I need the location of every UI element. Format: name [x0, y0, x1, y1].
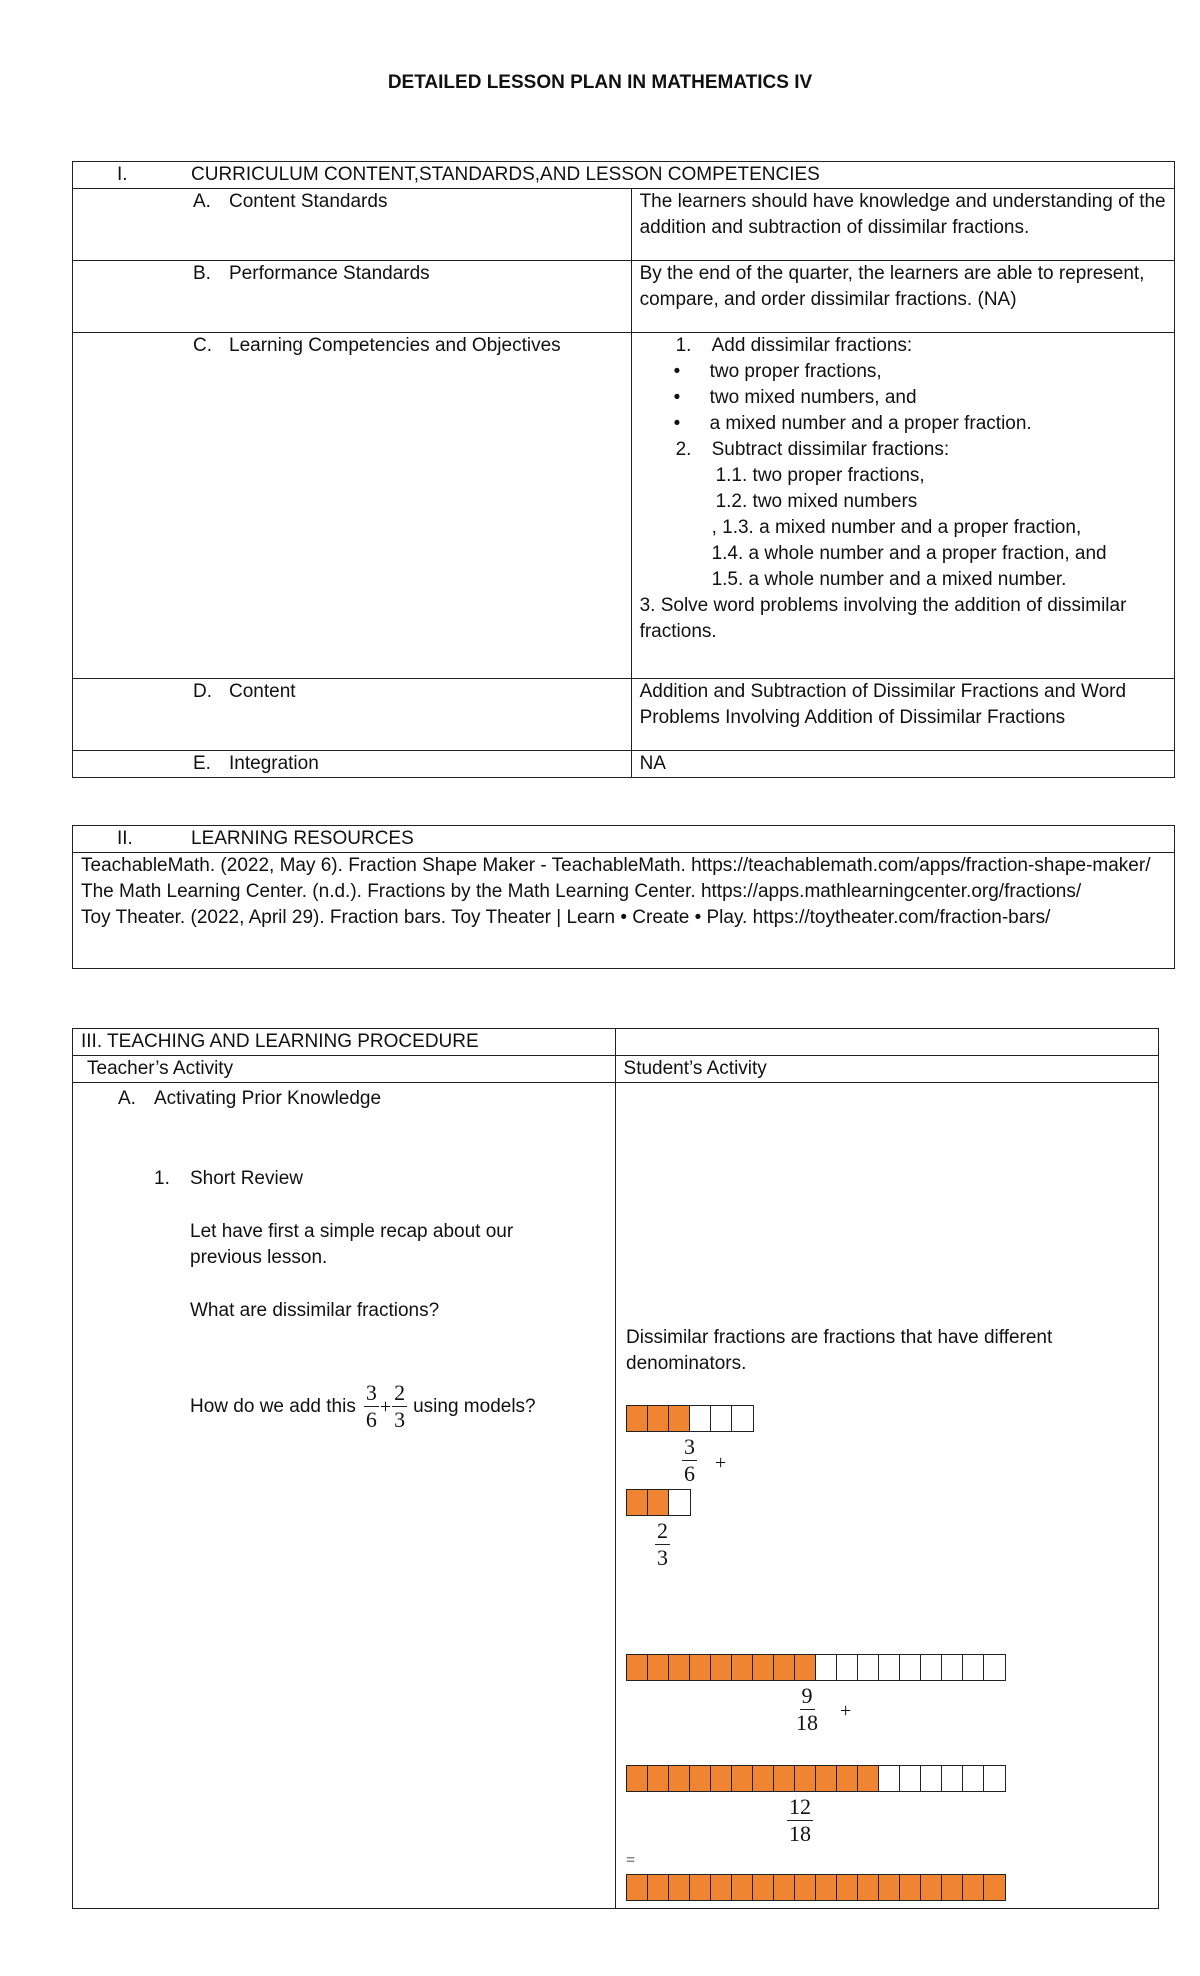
fraction-numerator: 2 [657, 1518, 668, 1543]
fraction-denominator: 18 [789, 1821, 811, 1846]
empty-cell [816, 1655, 837, 1680]
filled-cell [690, 1655, 711, 1680]
fraction-bar-9-18 [626, 1654, 1006, 1681]
step-1-heading [154, 1166, 303, 1192]
objective-1-mark: 1. [675, 335, 692, 356]
model-fraction-3-6 [682, 1434, 697, 1487]
resources-table [72, 825, 1175, 969]
empty-cell [963, 1655, 984, 1680]
curriculum-table [72, 161, 1175, 778]
empty-cell [900, 1766, 921, 1791]
plus-sign: + [379, 1395, 392, 1418]
row-b-label-cell [73, 261, 632, 333]
objective-1-bullet: two mixed numbers, and [709, 387, 917, 408]
fraction-denominator: 18 [796, 1710, 818, 1735]
model-fraction-12-18 [787, 1794, 813, 1847]
row-d-letter: D. [193, 681, 212, 702]
fraction-bar-sum [626, 1874, 1006, 1901]
plus-sign: + [840, 1700, 852, 1722]
filled-cell [648, 1490, 669, 1515]
part-a-heading [118, 1086, 381, 1112]
fraction-denominator: 3 [394, 1407, 406, 1432]
section1-numeral: I. [117, 164, 128, 185]
empty-cell [900, 1655, 921, 1680]
fraction-denominator: 3 [657, 1545, 668, 1570]
fraction-bar-12-18 [626, 1765, 1006, 1792]
fraction-denominator: 6 [365, 1407, 377, 1432]
filled-cell [774, 1766, 795, 1791]
filled-cell [669, 1406, 690, 1431]
filled-cell [669, 1766, 690, 1791]
row-e-letter: E. [193, 753, 211, 774]
question-add-pre: How do we add this [190, 1395, 356, 1417]
filled-cell [627, 1875, 648, 1900]
objective-2-sub: 1.4. a whole number and a proper fraction, and [711, 543, 1107, 564]
col-student-header: Student’s Activity [615, 1056, 1158, 1083]
filled-cell [858, 1875, 879, 1900]
empty-cell [837, 1655, 858, 1680]
objective-2-sub: 1.5. a whole number and a mixed number. [711, 569, 1067, 590]
empty-cell [963, 1766, 984, 1791]
row-a-text: The learners should have knowledge and understanding of the addition and subtraction of dissimilar fractions. [631, 189, 1174, 261]
empty-cell [942, 1766, 963, 1791]
objective-1-bullet: a mixed number and a proper fraction. [709, 413, 1032, 434]
document-title: DETAILED LESSON PLAN IN MATHEMATICS IV [387, 72, 813, 93]
filled-cell [837, 1875, 858, 1900]
filled-cell [732, 1875, 753, 1900]
fraction-numerator: 12 [789, 1794, 811, 1819]
filled-cell [837, 1766, 858, 1791]
row-d-text: Addition and Subtraction of Dissimilar Fractions and Word Problems Involving Addition of Dissimilar Fractions [631, 679, 1174, 751]
filled-cell [627, 1490, 648, 1515]
filled-cell [648, 1655, 669, 1680]
row-a-label-cell [73, 189, 632, 261]
filled-cell [648, 1406, 669, 1431]
row-e-text: NA [631, 751, 1174, 778]
section1-heading: CURRICULUM CONTENT,STANDARDS,AND LESSON COMPETENCIES [191, 164, 820, 185]
empty-cell [711, 1406, 732, 1431]
step-1-mark: 1. [154, 1168, 170, 1189]
question-add-models [190, 1380, 536, 1433]
filled-cell [711, 1766, 732, 1791]
filled-cell [984, 1875, 1005, 1900]
bullet-icon: • [673, 361, 681, 382]
filled-cell [669, 1875, 690, 1900]
objective-2: Subtract dissimilar fractions: [711, 439, 950, 460]
objective-3: 3. Solve word problems involving the addition of dissimilar fractions. [639, 595, 1127, 642]
filled-cell [627, 1655, 648, 1680]
filled-cell [627, 1766, 648, 1791]
filled-cell [711, 1655, 732, 1680]
objective-1: Add dissimilar fractions: [711, 335, 913, 356]
empty-cell [984, 1655, 1005, 1680]
filled-cell [711, 1875, 732, 1900]
objective-2-sub: 1.2. two mixed numbers [715, 491, 918, 512]
section2-numeral: II. [117, 828, 133, 849]
reference: TeachableMath. (2022, May 6). Fraction Shape Maker - TeachableMath. https://teachablemath.com/apps/fraction-shape-maker/ [81, 855, 1151, 876]
fraction-bar-2-3 [626, 1489, 691, 1516]
filled-cell [858, 1766, 879, 1791]
empty-cell [879, 1655, 900, 1680]
fraction-numerator: 2 [394, 1380, 406, 1405]
reference: Toy Theater. (2022, April 29). Fraction bars. Toy Theater | Learn • Create • Play. https://toytheater.com/fraction-bars/ [81, 907, 1051, 928]
filled-cell [774, 1875, 795, 1900]
row-b-text: By the end of the quarter, the learners are able to represent, compare, and order dissimilar fractions. (NA) [631, 261, 1174, 333]
filled-cell [753, 1655, 774, 1680]
bullet-icon: • [673, 387, 681, 408]
part-a-letter: A. [118, 1088, 136, 1109]
fraction-numerator: 3 [365, 1380, 377, 1405]
filled-cell [732, 1655, 753, 1680]
filled-cell [648, 1875, 669, 1900]
empty-cell [921, 1766, 942, 1791]
filled-cell [648, 1766, 669, 1791]
equals-sign: = [626, 1852, 636, 1869]
row-e-label-cell [73, 751, 632, 778]
recap-text: Let have first a simple recap about our previous lesson. [190, 1221, 514, 1268]
filled-cell [795, 1875, 816, 1900]
filled-cell [963, 1875, 984, 1900]
filled-cell [690, 1875, 711, 1900]
section3-heading-blank [615, 1029, 1158, 1056]
objective-2-mark: 2. [675, 439, 692, 460]
empty-cell [858, 1655, 879, 1680]
objective-2-sub: , 1.3. a mixed number and a proper fraction, [711, 517, 1082, 538]
row-e-label: Integration [229, 753, 319, 774]
references-cell [73, 853, 1175, 969]
fraction-bar-3-6 [626, 1405, 754, 1432]
row-b-label: Performance Standards [229, 263, 430, 284]
filled-cell [816, 1875, 837, 1900]
model-fraction-9-18 [796, 1683, 818, 1736]
objective-1-bullet: two proper fractions, [709, 361, 882, 382]
filled-cell [795, 1766, 816, 1791]
filled-cell [921, 1875, 942, 1900]
empty-cell [732, 1406, 753, 1431]
filled-cell [879, 1875, 900, 1900]
fraction-2-3 [392, 1380, 407, 1433]
filled-cell [753, 1766, 774, 1791]
model-fraction-2-3 [655, 1518, 670, 1571]
empty-cell [669, 1490, 690, 1515]
col-teacher-header: Teacher’s Activity [73, 1056, 616, 1083]
filled-cell [627, 1406, 648, 1431]
section1-heading-row [73, 162, 1175, 189]
section3-heading: III. TEACHING AND LEARNING PROCEDURE [73, 1029, 616, 1056]
filled-cell [774, 1655, 795, 1680]
part-a-title: Activating Prior Knowledge [154, 1088, 382, 1109]
row-c-letter: C. [193, 335, 212, 356]
filled-cell [753, 1875, 774, 1900]
row-c-label-cell [73, 333, 632, 679]
answer-dissimilar: Dissimilar fractions are fractions that have different denominators. [626, 1327, 1053, 1374]
objectives-cell [631, 333, 1174, 679]
row-c-label: Learning Competencies and Objectives [229, 335, 561, 356]
filled-cell [942, 1875, 963, 1900]
row-b-letter: B. [193, 263, 211, 284]
fraction-denominator: 6 [684, 1461, 695, 1486]
plus-sign: + [715, 1452, 727, 1474]
row-d-label: Content [229, 681, 296, 702]
filled-cell [690, 1766, 711, 1791]
question-add-post: using models? [413, 1395, 536, 1417]
bullet-icon: • [673, 413, 681, 434]
fraction-numerator: 3 [684, 1434, 695, 1459]
fraction-3-6 [364, 1380, 379, 1433]
question-dissimilar: What are dissimilar fractions? [190, 1300, 440, 1321]
empty-cell [690, 1406, 711, 1431]
reference: The Math Learning Center. (n.d.). Fractions by the Math Learning Center. https://apps.mathlearningcenter.org/fractions/ [81, 881, 1082, 902]
row-a-letter: A. [193, 191, 211, 212]
empty-cell [942, 1655, 963, 1680]
row-a-label: Content Standards [229, 191, 388, 212]
teacher-activity-cell [73, 1083, 616, 1909]
filled-cell [816, 1766, 837, 1791]
filled-cell [795, 1655, 816, 1680]
row-d-label-cell [73, 679, 632, 751]
empty-cell [879, 1766, 900, 1791]
empty-cell [921, 1655, 942, 1680]
filled-cell [732, 1766, 753, 1791]
section2-heading: LEARNING RESOURCES [191, 828, 414, 849]
filled-cell [669, 1655, 690, 1680]
objective-2-sub: 1.1. two proper fractions, [715, 465, 925, 486]
step-1-title: Short Review [190, 1168, 303, 1189]
filled-cell [900, 1875, 921, 1900]
fraction-numerator: 9 [801, 1683, 813, 1708]
empty-cell [984, 1766, 1005, 1791]
section2-heading-row [73, 826, 1175, 853]
